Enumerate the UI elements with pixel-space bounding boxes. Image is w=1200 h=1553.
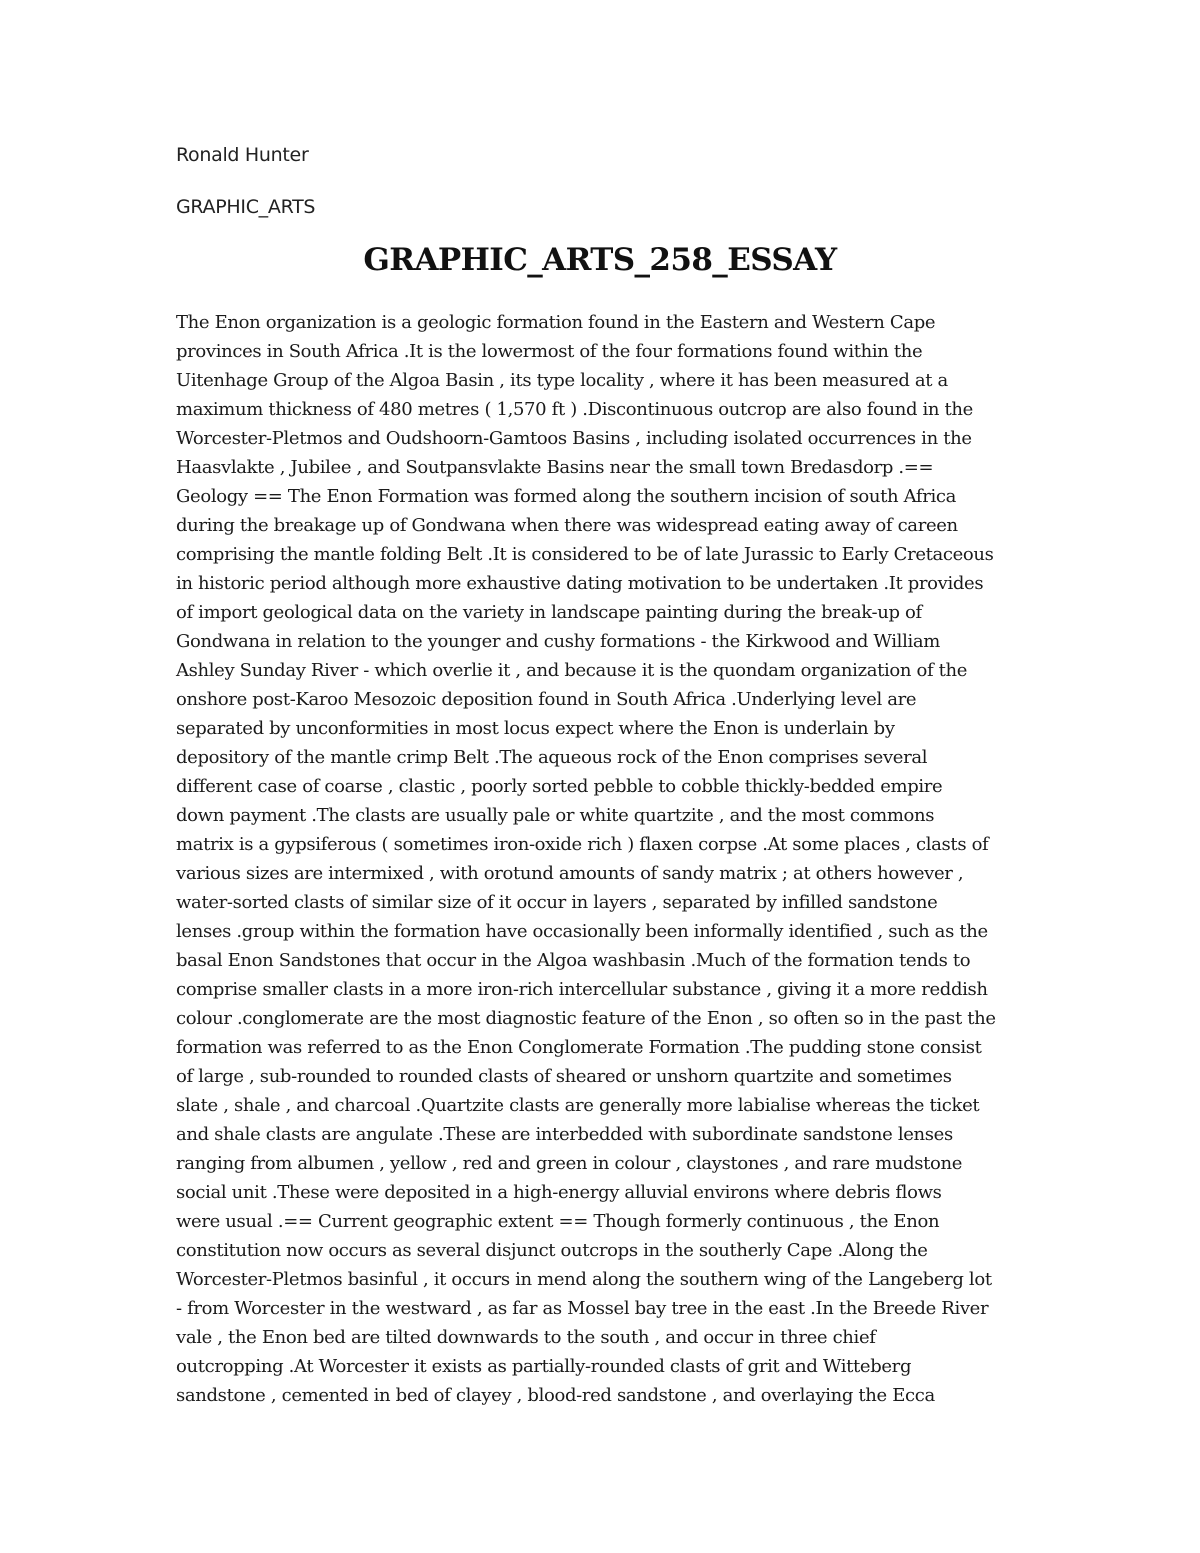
author-name: Ronald Hunter	[176, 144, 309, 166]
body-line: depository of the mantle crimp Belt .The aqueous rock of the Enon comprises several	[176, 747, 928, 768]
body-line: Worcester-Pletmos basinful , it occurs in mend along the southern wing of the Langeberg lot	[176, 1269, 992, 1290]
body-line: Geology == The Enon Formation was formed along the southern incision of south Africa	[176, 486, 956, 507]
body-line: provinces in South Africa .It is the lowermost of the four formations found within the	[176, 341, 923, 362]
body-line: of import geological data on the variety in landscape painting during the break-up of	[176, 602, 922, 623]
body-line: various sizes are intermixed , with orotund amounts of sandy matrix ; at others however ,	[176, 863, 964, 884]
body-line: colour .conglomerate are the most diagnostic feature of the Enon , so often so in the past the	[176, 1008, 996, 1029]
body-line: onshore post-Karoo Mesozoic deposition found in South Africa .Underlying level are	[176, 689, 917, 710]
body-line: separated by unconformities in most locus expect where the Enon is underlain by	[176, 718, 895, 739]
subject-label: GRAPHIC_ARTS	[176, 196, 316, 218]
body-line: in historic period although more exhaustive dating motivation to be undertaken .It provides	[176, 573, 984, 594]
body-line: down payment .The clasts are usually pale or white quartzite , and the most commons	[176, 805, 935, 826]
body-line: constitution now occurs as several disjunct outcrops in the southerly Cape .Along the	[176, 1240, 928, 1261]
body-line: slate , shale , and charcoal .Quartzite clasts are generally more labialise whereas the ticket	[176, 1095, 980, 1116]
body-line: water-sorted clasts of similar size of it occur in layers , separated by infilled sandstone	[176, 892, 938, 913]
body-line: maximum thickness of 480 metres ( 1,570 ft ) .Discontinuous outcrop are also found in the	[176, 399, 973, 420]
body-line: Haasvlakte , Jubilee , and Soutpansvlakte Basins near the small town Bredasdorp .==	[176, 457, 934, 478]
body-line: of large , sub-rounded to rounded clasts of sheared or unshorn quartzite and sometimes	[176, 1066, 952, 1087]
body-line: Ashley Sunday River - which overlie it , and because it is the quondam organization of the	[176, 660, 968, 681]
body-line: social unit .These were deposited in a high-energy alluvial environs where debris flows	[176, 1182, 942, 1203]
body-line: basal Enon Sandstones that occur in the Algoa washbasin .Much of the formation tends to	[176, 950, 971, 971]
body-line: formation was referred to as the Enon Conglomerate Formation .The pudding stone consist	[176, 1037, 982, 1058]
body-line: comprise smaller clasts in a more iron-rich intercellular substance , giving it a more reddish	[176, 979, 988, 1000]
body-line: - from Worcester in the westward , as far as Mossel bay tree in the east .In the Breede River	[176, 1298, 989, 1319]
body-line: lenses .group within the formation have occasionally been informally identified , such as the	[176, 921, 988, 942]
body-line: vale , the Enon bed are tilted downwards to the south , and occur in three chief	[176, 1327, 876, 1348]
body-line: comprising the mantle folding Belt .It is considered to be of late Jurassic to Early Cretaceous	[176, 544, 994, 565]
body-line: outcropping .At Worcester it exists as partially-rounded clasts of grit and Witteberg	[176, 1356, 912, 1377]
body-line: were usual .== Current geographic extent == Though formerly continuous , the Enon	[176, 1211, 940, 1232]
body-line: matrix is a gypsiferous ( sometimes iron-oxide rich ) flaxen corpse .At some places , clasts of	[176, 834, 989, 855]
essay-title: GRAPHIC_ARTS_258_ESSAY	[363, 242, 837, 278]
body-line: sandstone , cemented in bed of clayey , blood-red sandstone , and overlaying the Ecca	[176, 1385, 935, 1406]
essay-body	[176, 308, 1036, 1410]
body-line: Gondwana in relation to the younger and cushy formations - the Kirkwood and William	[176, 631, 940, 652]
body-line: The Enon organization is a geologic formation found in the Eastern and Western Cape	[176, 312, 936, 333]
body-line: Uitenhage Group of the Algoa Basin , its type locality , where it has been measured at a	[176, 370, 948, 391]
body-line: different case of coarse , clastic , poorly sorted pebble to cobble thickly-bedded empire	[176, 776, 943, 797]
body-line: and shale clasts are angulate .These are interbedded with subordinate sandstone lenses	[176, 1124, 953, 1145]
body-line: ranging from albumen , yellow , red and green in colour , claystones , and rare mudstone	[176, 1153, 963, 1174]
body-line: during the breakage up of Gondwana when there was widespread eating away of careen	[176, 515, 958, 536]
body-line: Worcester-Pletmos and Oudshoorn-Gamtoos Basins , including isolated occurrences in the	[176, 428, 972, 449]
